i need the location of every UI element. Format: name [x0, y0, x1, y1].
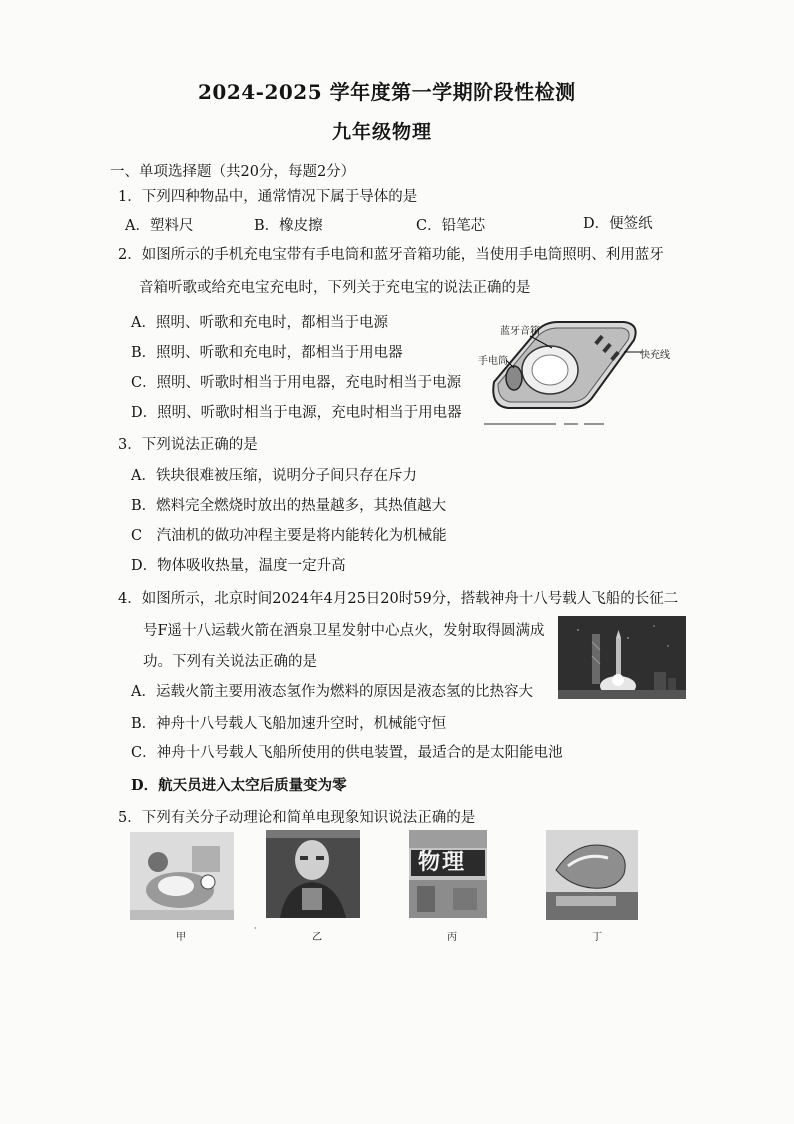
q4-option-d: D．航天员进入太空后质量变为零: [131, 777, 347, 794]
q2-stem-line2: 音箱听歌或给充电宝充电时，下列关于充电宝的说法正确的是: [139, 280, 531, 296]
q4-stem-line1: 4．如图所示，北京时间2024年4月25日20时59分，搭载神舟十八号载人飞船的长征二: [118, 591, 679, 607]
q4-stem-line3: 功。下列有关说法正确的是: [143, 654, 317, 670]
q2-stem-line1: 2．如图所示的手机充电宝带有手电筒和蓝牙音箱功能，当使用手电筒照明、利用蓝牙: [118, 247, 664, 263]
q4-stem-line2: 号F遥十八运载火箭在酒泉卫星发射中心点火，发射取得圆满成: [143, 623, 545, 639]
exam-subtitle: 九年级物理: [332, 121, 433, 143]
caption-ding: 丁: [592, 932, 602, 943]
figure-ding-photo: [546, 830, 638, 920]
q2-option-d: D．照明、听歌时相当于电源，充电时相当于用电器: [131, 405, 462, 421]
q3-stem: 3．下列说法正确的是: [118, 437, 258, 453]
q2-option-a: A．照明、听歌和充电时，都相当于电源: [131, 315, 388, 331]
caption-yi: 乙: [312, 932, 322, 943]
q4-option-b: B．神舟十八号载人飞船加速升空时，机械能守恒: [131, 716, 447, 732]
q1-option-d: D．便签纸: [583, 216, 653, 232]
caption-bing: 丙: [447, 932, 457, 943]
rocket-launch-photo: [558, 616, 686, 699]
label-speaker: 蓝牙音箱: [500, 326, 540, 337]
figure-bing-text: 物理: [418, 850, 467, 875]
q3-option-b: B．燃料完全燃烧时放出的热量越多，其热值越大: [131, 498, 447, 514]
caption-jia: 甲: [176, 932, 186, 943]
q1-option-a: A．塑料尺: [125, 218, 194, 234]
q3-option-a: A．铁块很难被压缩，说明分子间只存在斥力: [131, 468, 417, 484]
q2-option-c: C．照明、听歌时相当于用电器，充电时相当于电源: [131, 375, 462, 391]
q3-option-d: D．物体吸收热量，温度一定升高: [131, 558, 346, 574]
label-flashlight: 手电筒: [478, 356, 508, 367]
q1-option-c: C．铅笔芯: [416, 218, 486, 234]
q5-stem: 5．下列有关分子动理论和简单电现象知识说法正确的是: [118, 810, 476, 826]
q3-option-c: C 汽油机的做功冲程主要是将内能转化为机械能: [131, 528, 447, 544]
q4-option-c: C．神舟十八号载人飞船所使用的供电装置，最适合的是太阳能电池: [131, 745, 563, 761]
stray-dot: ·: [254, 924, 257, 933]
q2-option-b: B．照明、听歌和充电时，都相当于用电器: [131, 345, 403, 361]
q1-option-b: B．橡皮擦: [254, 218, 323, 234]
section-heading: 一、单项选择题（共20分，每题2分）: [110, 164, 356, 180]
figure-jia-photo: [130, 832, 234, 920]
q4-option-a: A．运载火箭主要用液态氢作为燃料的原因是液态氢的比热容大: [131, 684, 533, 700]
exam-title: 2024-2025 学年度第一学期阶段性检测: [198, 80, 576, 104]
figure-yi-photo: [266, 830, 360, 918]
label-fast-charge: 快充线: [640, 350, 670, 361]
q1-stem: 1．下列四种物品中，通常情况下属于导体的是: [118, 189, 418, 205]
